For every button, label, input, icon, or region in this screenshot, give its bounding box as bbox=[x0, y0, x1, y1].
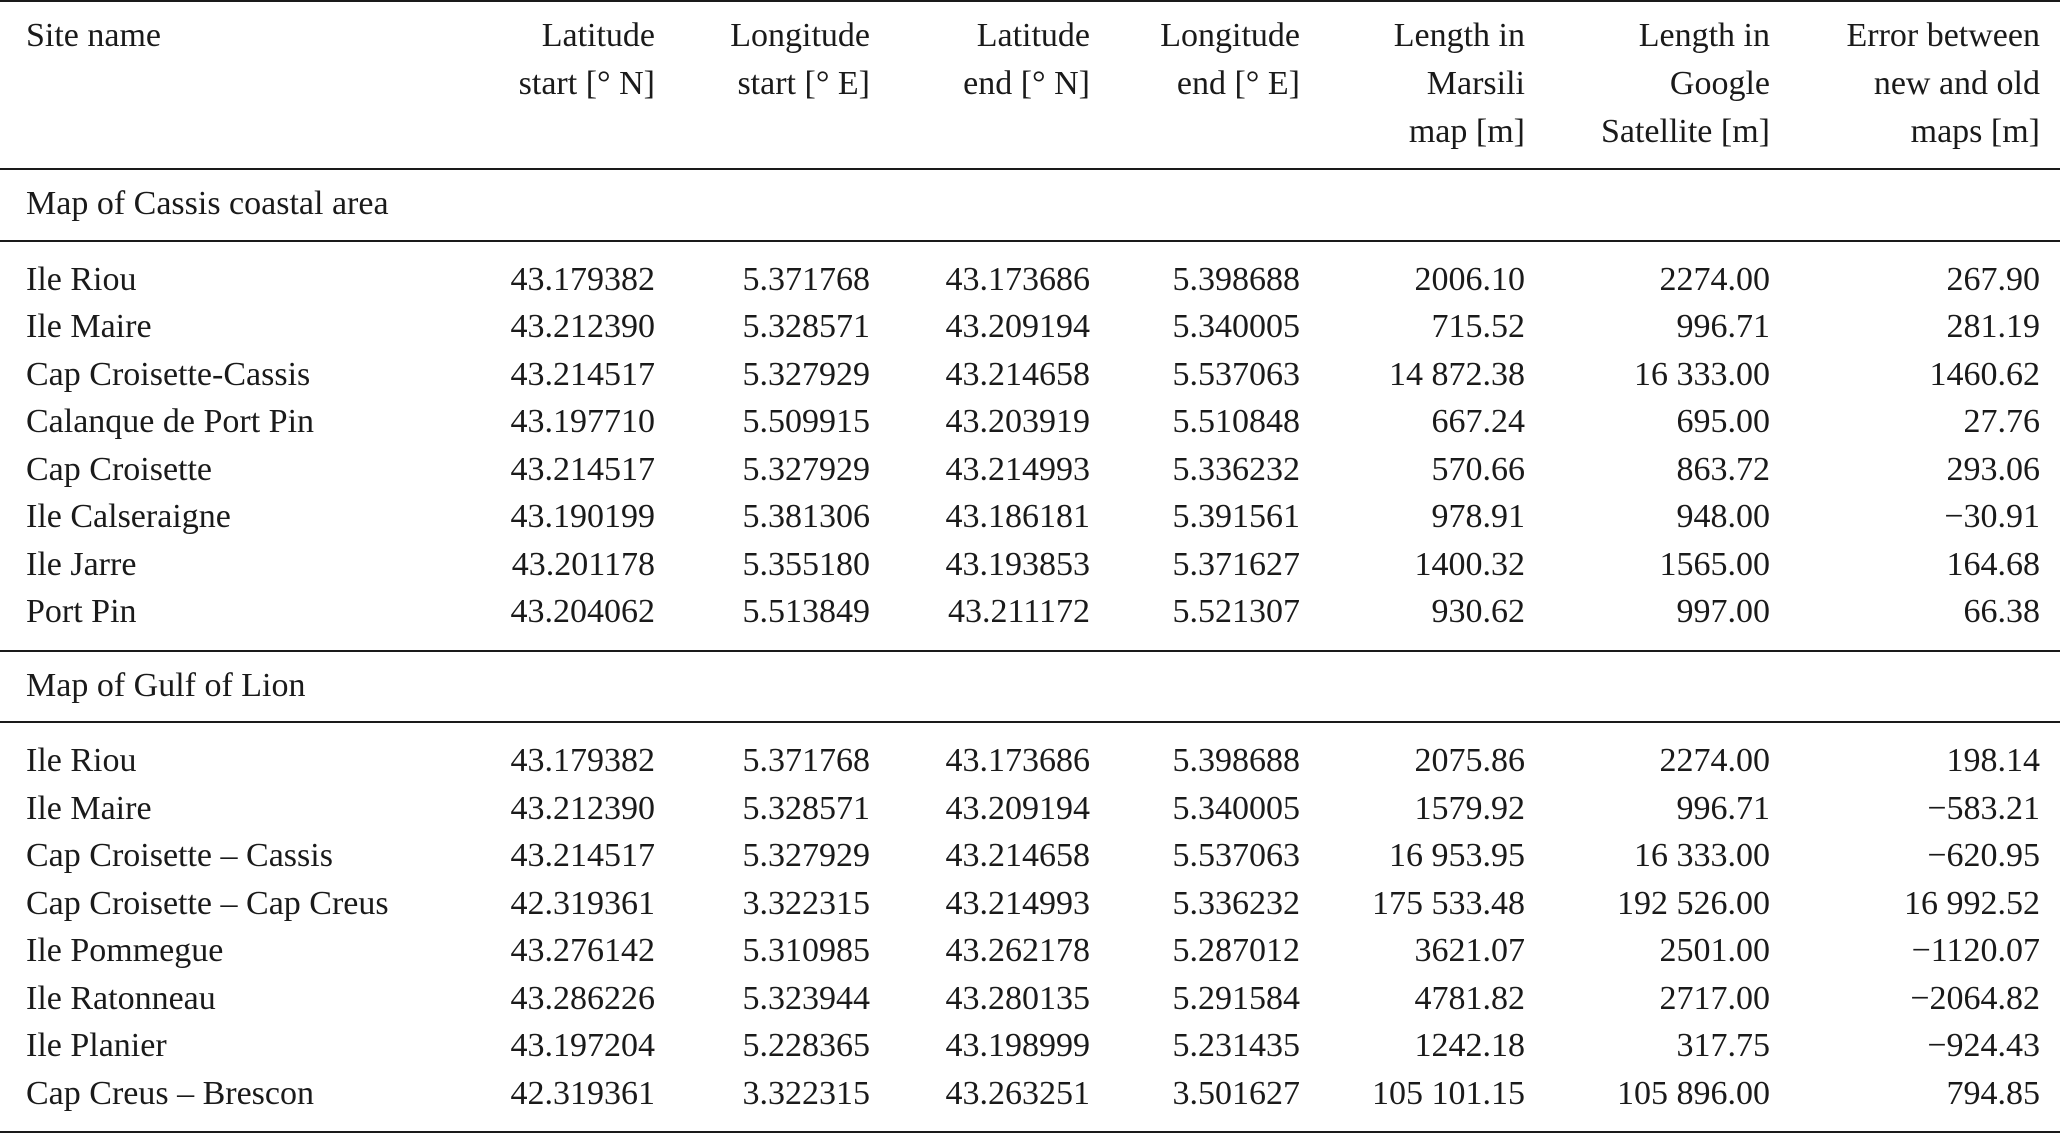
cell-latitude-start: 43.179382 bbox=[510, 260, 655, 298]
cell-latitude-start: 42.319361 bbox=[510, 884, 655, 922]
cell-length-marsili: 978.91 bbox=[1431, 498, 1525, 535]
cell-site-name: Cap Creus – Brescon bbox=[0, 1070, 475, 1133]
header-line: Longitude bbox=[730, 17, 870, 54]
header-latitude-end bbox=[890, 1, 1110, 169]
cell-site-name: Ile Planier bbox=[26, 1027, 167, 1064]
cell-longitude-end: 5.336232 bbox=[1172, 450, 1300, 488]
cell-length-google: 948.00 bbox=[1676, 498, 1770, 535]
cell-error: 267.90 bbox=[1946, 260, 2040, 298]
cell-site-name: Ile Ratonneau bbox=[26, 979, 216, 1017]
table-row bbox=[0, 241, 2060, 304]
cell-site-name: Ile Jarre bbox=[26, 545, 137, 583]
cell-error: −30.91 bbox=[1944, 498, 2040, 535]
cell-latitude-end: 43.173686 bbox=[945, 260, 1090, 298]
cell-error: 281.19 bbox=[1946, 308, 2040, 345]
table-row bbox=[0, 975, 2060, 1023]
cell-latitude-start: 43.214517 bbox=[510, 450, 655, 488]
cell-latitude-start: 43.212390 bbox=[510, 789, 655, 827]
cell-length-marsili: 4781.82 bbox=[1414, 979, 1525, 1017]
cell-site-name: Ile Riou bbox=[26, 260, 137, 298]
table-row bbox=[0, 1070, 2060, 1133]
cell-length-marsili: 16 953.95 bbox=[1389, 837, 1525, 874]
cell-latitude-start: 43.214517 bbox=[510, 355, 655, 393]
cell-latitude-end: 43.203919 bbox=[945, 403, 1090, 440]
cell-length-marsili: 570.66 bbox=[1431, 450, 1525, 488]
cell-latitude-end: 43.209194 bbox=[945, 308, 1090, 345]
table-row bbox=[0, 832, 2060, 880]
section-title: Map of Gulf of Lion bbox=[0, 651, 2060, 723]
cell-latitude-start: 43.214517 bbox=[510, 837, 655, 874]
table-body bbox=[0, 169, 2060, 1132]
cell-length-marsili: 3621.07 bbox=[1414, 932, 1525, 969]
cell-length-marsili: 1242.18 bbox=[1414, 1027, 1525, 1064]
header-line: Latitude bbox=[541, 17, 655, 54]
cell-longitude-end: 5.391561 bbox=[1172, 498, 1300, 535]
cell-latitude-end: 43.214993 bbox=[945, 884, 1090, 922]
cell-error: 66.38 bbox=[1790, 588, 2060, 651]
cell-length-google: 2717.00 bbox=[1659, 979, 1770, 1017]
table-row bbox=[0, 1022, 2060, 1070]
header-line: Satellite [m] bbox=[1600, 113, 1770, 150]
cell-length-marsili: 1400.32 bbox=[1414, 545, 1525, 583]
header-line: end [° E] bbox=[1176, 65, 1300, 102]
header-line: Marsili bbox=[1426, 65, 1525, 102]
cell-length-google: 1565.00 bbox=[1659, 545, 1770, 583]
header-line: maps [m] bbox=[1910, 113, 2040, 150]
header-line: Length in bbox=[1638, 17, 1770, 54]
header-line: Site name bbox=[26, 17, 162, 54]
cell-latitude-end: 43.186181 bbox=[945, 498, 1090, 535]
cell-length-marsili: 175 533.48 bbox=[1372, 884, 1525, 922]
cell-latitude-start: 43.190199 bbox=[510, 498, 655, 535]
cell-longitude-end: 5.287012 bbox=[1172, 932, 1300, 969]
cell-error: −2064.82 bbox=[1910, 979, 2040, 1017]
cell-latitude-start: 43.204062 bbox=[475, 588, 675, 651]
cell-latitude-end: 43.209194 bbox=[945, 789, 1090, 827]
cell-latitude-end: 43.198999 bbox=[945, 1027, 1090, 1064]
table-row bbox=[0, 588, 2060, 651]
cell-site-name: Cap Croisette-Cassis bbox=[26, 355, 311, 393]
cell-error: 198.14 bbox=[1946, 742, 2040, 779]
cell-length-google: 192 526.00 bbox=[1617, 884, 1770, 922]
cell-latitude-end: 43.214658 bbox=[945, 355, 1090, 393]
cell-site-name: Cap Croisette – Cap Creus bbox=[26, 884, 389, 922]
cell-length-google: 16 333.00 bbox=[1634, 355, 1770, 393]
table-row bbox=[0, 398, 2060, 446]
cell-site-name: Ile Riou bbox=[26, 742, 137, 779]
cell-longitude-start: 5.513849 bbox=[675, 588, 890, 651]
cell-longitude-end: 5.340005 bbox=[1172, 308, 1300, 345]
cell-latitude-start: 43.197204 bbox=[510, 1027, 655, 1064]
cell-length-marsili: 2075.86 bbox=[1414, 742, 1525, 779]
cell-longitude-start: 5.328571 bbox=[742, 308, 870, 345]
cell-length-marsili: 667.24 bbox=[1431, 403, 1525, 440]
cell-longitude-start: 5.327929 bbox=[742, 837, 870, 874]
section-title: Map of Cassis coastal area bbox=[0, 169, 2060, 241]
cell-length-google: 2274.00 bbox=[1659, 260, 1770, 298]
cell-site-name: Port Pin bbox=[0, 588, 475, 651]
cell-latitude-start: 42.319361 bbox=[475, 1070, 675, 1133]
cell-length-google: 996.71 bbox=[1676, 308, 1770, 345]
cell-latitude-end: 43.214993 bbox=[945, 450, 1090, 488]
cell-error: 164.68 bbox=[1946, 545, 2040, 583]
cell-longitude-end: 5.291584 bbox=[1172, 979, 1300, 1017]
cell-site-name: Calanque de Port Pin bbox=[26, 403, 315, 440]
cell-longitude-start: 5.509915 bbox=[742, 403, 870, 440]
cell-longitude-start: 5.323944 bbox=[742, 979, 870, 1017]
cell-longitude-end: 5.537063 bbox=[1172, 837, 1300, 874]
cell-error: −1120.07 bbox=[1911, 932, 2040, 969]
header-line: new and old bbox=[1873, 65, 2040, 102]
cell-latitude-start: 43.179382 bbox=[510, 742, 655, 779]
table-row bbox=[0, 541, 2060, 589]
cell-length-marsili: 105 101.15 bbox=[1320, 1070, 1545, 1133]
header-length-google bbox=[1545, 1, 1790, 169]
table-row bbox=[0, 446, 2060, 494]
cell-latitude-start: 43.201178 bbox=[511, 545, 655, 583]
cell-latitude-end: 43.193853 bbox=[945, 545, 1090, 583]
cell-site-name: Ile Maire bbox=[26, 308, 152, 345]
table-row bbox=[0, 927, 2060, 975]
header-length-marsili bbox=[1320, 1, 1545, 169]
cell-latitude-start: 43.286226 bbox=[510, 979, 655, 1017]
cell-latitude-end: 43.263251 bbox=[890, 1070, 1110, 1133]
cell-latitude-start: 43.197710 bbox=[510, 403, 655, 440]
table-row bbox=[0, 722, 2060, 785]
cell-longitude-end: 5.398688 bbox=[1172, 260, 1300, 298]
cell-length-marsili: 1579.92 bbox=[1414, 789, 1525, 827]
table-row bbox=[0, 880, 2060, 928]
table-row bbox=[0, 785, 2060, 833]
cell-length-marsili: 2006.10 bbox=[1414, 260, 1525, 298]
cell-longitude-end: 5.336232 bbox=[1172, 884, 1300, 922]
cell-error: 16 992.52 bbox=[1904, 884, 2040, 922]
cell-site-name: Ile Pommegue bbox=[26, 932, 224, 969]
header-line: start [° N] bbox=[518, 65, 655, 102]
cell-longitude-start: 5.327929 bbox=[742, 450, 870, 488]
cell-longitude-start: 5.228365 bbox=[742, 1027, 870, 1064]
cell-length-google: 16 333.00 bbox=[1634, 837, 1770, 874]
cell-length-google: 695.00 bbox=[1676, 403, 1770, 440]
header-longitude-start bbox=[675, 1, 890, 169]
cell-longitude-end: 5.510848 bbox=[1172, 403, 1300, 440]
header-line: end [° N] bbox=[963, 65, 1090, 102]
header-line: Google bbox=[1669, 65, 1770, 102]
cell-length-google: 863.72 bbox=[1676, 450, 1770, 488]
cell-longitude-end: 5.521307 bbox=[1110, 588, 1320, 651]
cell-latitude-end: 43.262178 bbox=[945, 932, 1090, 969]
cell-longitude-start: 3.322315 bbox=[675, 1070, 890, 1133]
header-line: Latitude bbox=[976, 17, 1090, 54]
cell-longitude-end: 5.340005 bbox=[1172, 789, 1300, 827]
cell-length-marsili: 930.62 bbox=[1320, 588, 1545, 651]
header-site-name bbox=[0, 1, 475, 169]
cell-longitude-start: 5.355180 bbox=[742, 545, 870, 583]
cell-error: −583.21 bbox=[1927, 789, 2040, 827]
cell-latitude-end: 43.173686 bbox=[945, 742, 1090, 779]
cell-error: 1460.62 bbox=[1929, 355, 2040, 393]
cell-length-google: 997.00 bbox=[1545, 588, 1790, 651]
header-line: Length in bbox=[1393, 17, 1525, 54]
table-row bbox=[0, 303, 2060, 351]
cell-error: 27.76 bbox=[1963, 403, 2040, 440]
section-row bbox=[0, 651, 2060, 723]
cell-latitude-end: 43.211172 bbox=[890, 588, 1110, 651]
header-error bbox=[1790, 1, 2060, 169]
cell-site-name: Cap Croisette bbox=[26, 450, 213, 488]
cell-longitude-start: 5.381306 bbox=[742, 498, 870, 535]
cell-longitude-start: 5.310985 bbox=[742, 932, 870, 969]
cell-error: −620.95 bbox=[1927, 837, 2040, 874]
header-line: map [m] bbox=[1408, 113, 1525, 150]
cell-length-google: 105 896.00 bbox=[1545, 1070, 1790, 1133]
cell-latitude-start: 43.212390 bbox=[510, 308, 655, 345]
cell-longitude-end: 3.501627 bbox=[1110, 1070, 1320, 1133]
header-row bbox=[0, 1, 2060, 169]
cell-length-marsili: 14 872.38 bbox=[1389, 355, 1525, 393]
table-row bbox=[0, 351, 2060, 399]
cell-longitude-start: 5.371768 bbox=[742, 260, 870, 298]
cell-latitude-start: 43.276142 bbox=[510, 932, 655, 969]
cell-longitude-end: 5.398688 bbox=[1172, 742, 1300, 779]
cell-length-marsili: 715.52 bbox=[1431, 308, 1525, 345]
cell-longitude-end: 5.537063 bbox=[1172, 355, 1300, 393]
cell-longitude-start: 5.327929 bbox=[742, 355, 870, 393]
cell-error: 293.06 bbox=[1946, 450, 2040, 488]
cell-latitude-end: 43.280135 bbox=[945, 979, 1090, 1017]
header-line: Error between bbox=[1846, 17, 2040, 54]
cell-longitude-end: 5.371627 bbox=[1172, 545, 1300, 583]
cell-site-name: Cap Croisette – Cassis bbox=[26, 837, 333, 874]
cell-longitude-start: 5.328571 bbox=[742, 789, 870, 827]
header-longitude-end bbox=[1110, 1, 1320, 169]
header-line: Longitude bbox=[1160, 17, 1300, 54]
cell-error: 794.85 bbox=[1790, 1070, 2060, 1133]
cell-latitude-end: 43.214658 bbox=[945, 837, 1090, 874]
cell-longitude-start: 3.322315 bbox=[742, 884, 870, 922]
cell-length-google: 2274.00 bbox=[1659, 742, 1770, 779]
cell-longitude-end: 5.231435 bbox=[1172, 1027, 1300, 1064]
cell-length-google: 2501.00 bbox=[1659, 932, 1770, 969]
cell-site-name: Ile Calseraigne bbox=[26, 498, 231, 535]
cell-longitude-start: 5.371768 bbox=[742, 742, 870, 779]
table-row bbox=[0, 493, 2060, 541]
cell-length-google: 317.75 bbox=[1676, 1027, 1770, 1064]
header-latitude-start bbox=[475, 1, 675, 169]
cell-length-google: 996.71 bbox=[1676, 789, 1770, 827]
cell-error: −924.43 bbox=[1927, 1027, 2040, 1064]
cell-site-name: Ile Maire bbox=[26, 789, 152, 827]
header-line: start [° E] bbox=[737, 65, 870, 102]
section-row bbox=[0, 169, 2060, 241]
